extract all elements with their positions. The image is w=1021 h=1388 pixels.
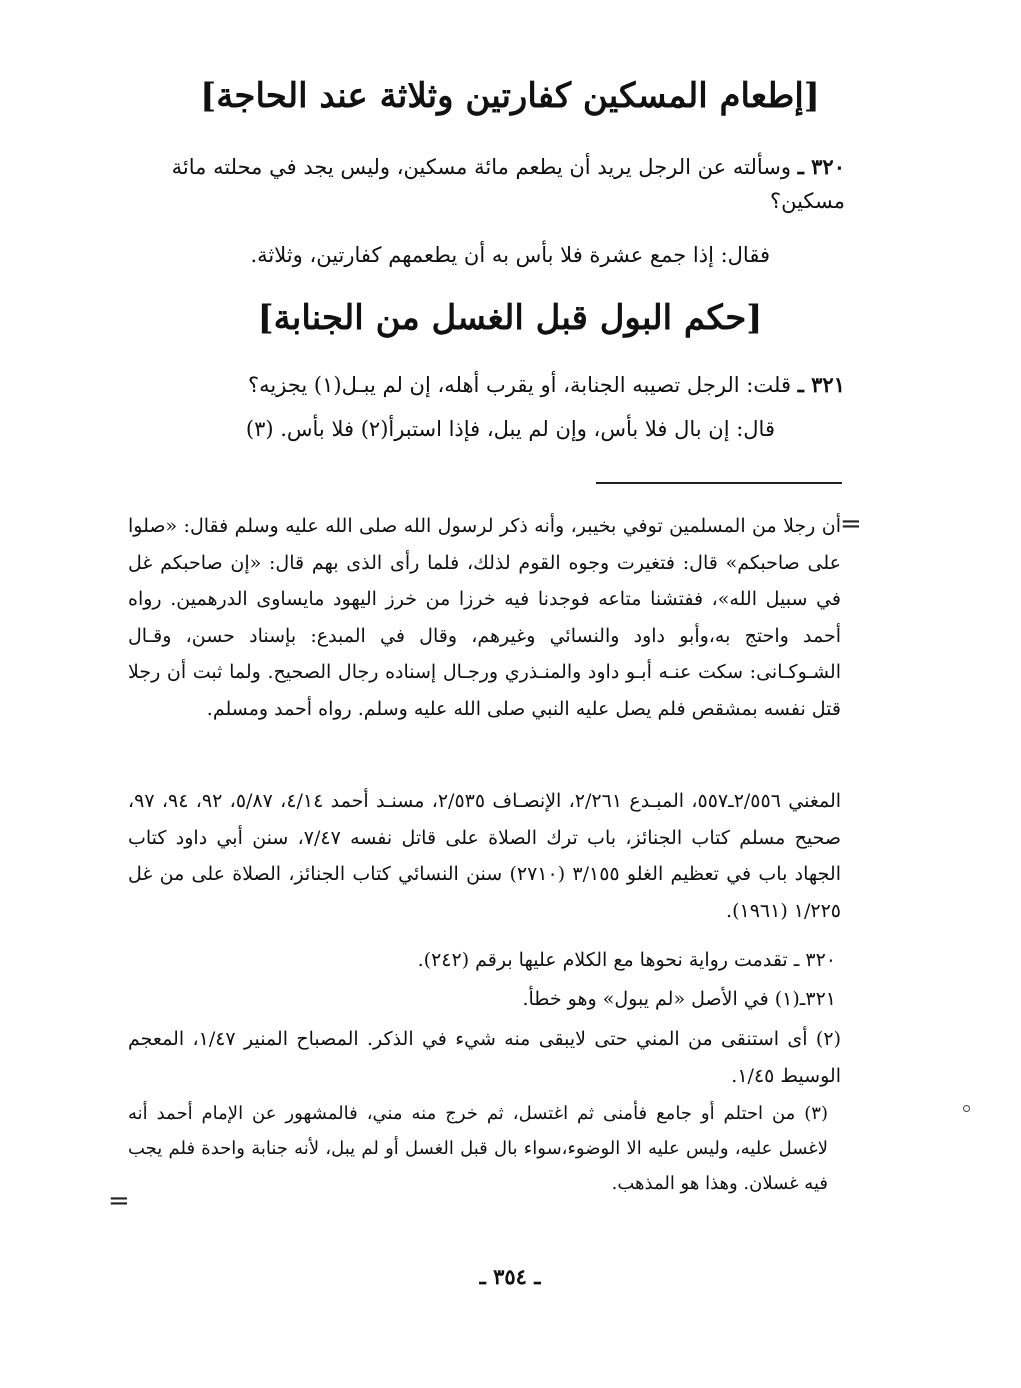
footnote-320: ٣٢٠ ـ تقدمت رواية نحوها مع الكلام عليها برقم (٢٤٢). <box>417 949 836 971</box>
question-text: قلت: الرجل تصيبه الجنابة، أو يقرب أهله، إن لم يبـل(١) يجزيه؟ <box>247 373 791 397</box>
footnote-321-2: (٢) أى استنقى من المني حتى لايبقى منه شيء في الذكر. المصباح المنير ١/٤٧، المعجم الوسيط ١/٤٥. <box>128 1028 841 1087</box>
footnote-references: المغني ٢/٥٥٦ـ٥٥٧، المبـدع ٢/٢٦١، الإنصـاف ٢/٥٣٥، مسنـد أحمد ٤/١٤، ٥/٨٧، ٩٢، ٩٤، ٩٧، صحيح مسلم كتاب الجنائز، باب ترك الصلاة على قاتل نفسه ٧/٤٧، سنن أبي داود كتاب الجهاد باب في تعظيم الغلو ٣/١٥٥ (٢٧١٠) سنن النسائي كتاب الجنائز، الصلاة على من غل ١/٢٢٥ (١٩٦١). <box>128 790 842 922</box>
footnote-321-3: (٣) من احتلم أو جامع فأمنى ثم اغتسل، ثم خرج منه مني، فالمشهور عن الإمام أحمد أنه لاغسل عليه، وليس عليه الا الوضوء،سواء بال قبل الغسل أو لم يبل، لأنه جنابة واحدة فلم يجب فيه غسلان. وهذا هو المذهب. <box>128 1103 828 1194</box>
page-number: ـ ٣٥٤ ـ <box>479 1264 541 1289</box>
answer-320: فقال: إذا جمع عشرة فلا بأس به أن يطعمهم كفارتين، وثلاثة. <box>250 243 770 267</box>
question-number: ٣٢١ ـ <box>797 372 845 397</box>
margin-dot <box>963 1105 970 1112</box>
question-321 <box>150 368 845 402</box>
section-heading-urination-before-ghusl: [حكم البول قبل الغسل من الجنابة] <box>257 298 763 338</box>
question-text: وسألته عن الرجل يريد أن يطعم مائة مسكين، وليس يجد في محلته مائة مسكين؟ <box>171 155 845 213</box>
answer-321: قال: إن بال فلا بأس، وإن لم يبل، فإذا استبرأ(٢) فلا بأس. (٣) <box>245 417 775 441</box>
question-number: ٣٢٠ ـ <box>797 154 845 179</box>
footnote-separator <box>596 482 842 484</box>
question-320 <box>135 150 845 218</box>
footnote-321-1: ٣٢١ـ(١) في الأصل «لم يبول» وهو خطأ. <box>522 988 836 1010</box>
footnote-continued-paragraph: أن رجلا من المسلمين توفي بخيبر، وأنه ذكر لرسول الله صلى الله عليه وسلم فقال: «صلوا على صاحبكم» قال: فتغيرت وجوه القوم لذلك، فلما رأى الذى بهم قال: «إن صاحبكم غل في سبيل الله»، ففتشنا متاعه فوجدنا فيه خرزا من خرز اليهود مايساوى الدرهمين. رواه أحمد واحتج به،وأبو داود والنسائي وغيرهم، وقال في المبدع: بإسناد حسن، وقـال الشـوكـانى: سكت عنـه أبـو داود والمنـذري ورجـال إسناده رجال الصحيح. ولما ثبت أن رجلا قتل نفسه بمشقص فلم يصل عليه النبي صلى الله عليه وسلم. رواه أحمد ومسلم. <box>128 515 841 720</box>
section-heading-feeding-poor: [إطعام المسكين كفارتين وثلاثة عند الحاجة] <box>200 76 820 116</box>
continuation-mark-top: = <box>840 509 862 539</box>
continuation-mark-bottom: = <box>108 1186 130 1216</box>
